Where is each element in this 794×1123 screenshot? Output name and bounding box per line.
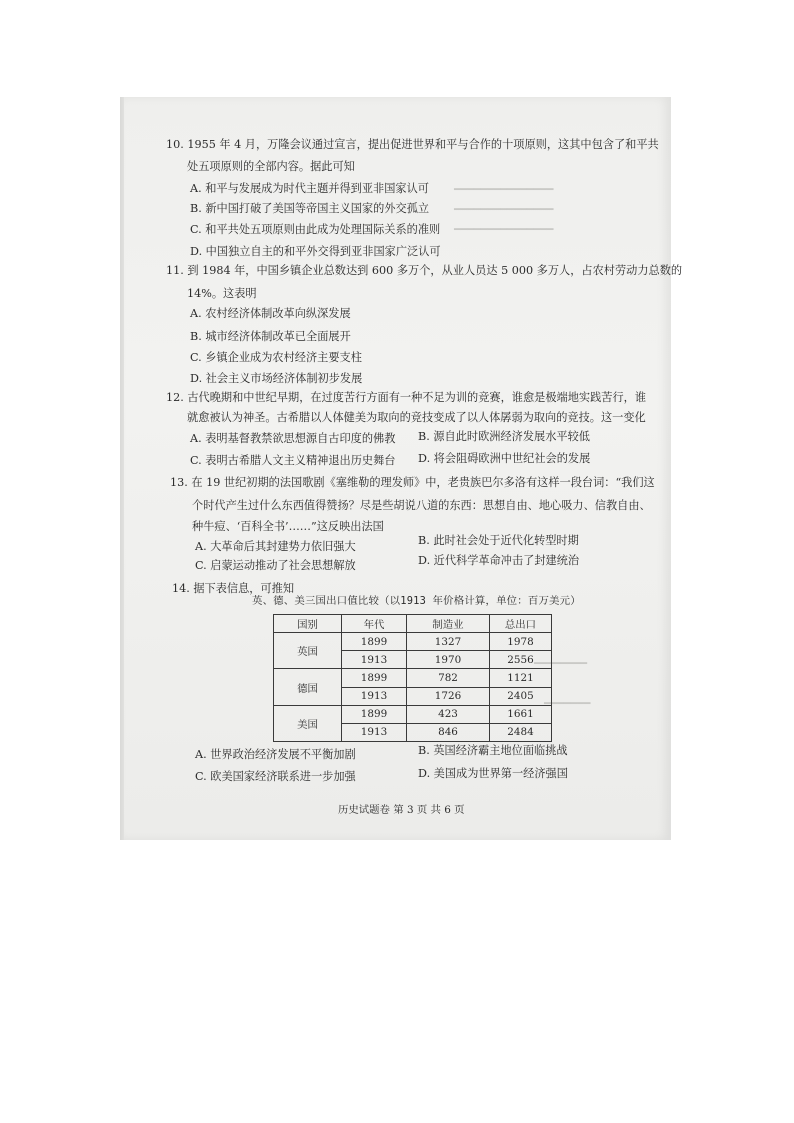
table-cell-manufacturing: 1726 [407,687,490,705]
table-cell-manufacturing: 1327 [407,633,490,651]
table-cell-manufacturing: 846 [407,723,490,741]
table-cell-total-export: 2484 [490,723,552,741]
table-row [274,633,552,651]
table-header-cell: 制造业 [407,615,490,633]
question-12-option-b: B. 源自此时欧洲经济发展水平较低 [418,430,590,443]
question-11-option-a: A. 农村经济体制改革向纵深发展 [190,307,351,320]
table-cell-total-export: 1121 [490,669,552,687]
bleed-through-lines: ━━━━━━━━ [534,657,587,670]
table-header-cell: 年代 [342,615,407,633]
table-cell-total-export: 1661 [490,705,552,723]
question-14-option-d: D. 美国成为世界第一经济强国 [418,767,568,780]
table-row [274,669,552,687]
question-10-line-1: 10. 1955 年 4 月，万隆会议通过宣言，提出促进世界和平与合作的十项原则，这其中包含了和平共 [166,138,659,151]
question-14-stem: 14. 据下表信息，可推知 [172,582,295,595]
question-10-option-a: A. 和平与发展成为时代主题并得到亚非国家认可 [190,182,429,195]
table-cell-country: 德国 [274,669,342,705]
question-11-line-1: 11. 到 1984 年，中国乡镇企业总数达到 600 多万个，从业人员达 5 000 多万人，占农村劳动力总数的 [166,264,683,277]
question-12-option-c: C. 表明古希腊人文主义精神退出历史舞台 [190,454,396,467]
table-cell-total-export: 2405 [490,687,552,705]
table-header-row [274,615,552,633]
export-comparison-table [273,614,552,742]
question-12-line-1: 12. 古代晚期和中世纪早期，在过度苦行方面有一种不足为训的竞赛，谁愈是极端地实践苦行，谁 [166,391,647,404]
bleed-through-lines: ━━━━━━━━━━━━━━━ [454,223,554,236]
question-13-line-3: 种牛痘、‘百科全书’……”这反映出法国 [192,520,384,533]
table-cell-total-export: 2556 [490,651,552,669]
question-13-option-a: A. 大革命后其封建势力依旧强大 [195,540,356,553]
table-cell-year: 1899 [342,669,407,687]
table-cell-year: 1913 [342,687,407,705]
table-caption: 英、德、美三国出口值比较（以1913 年价格计算，单位：百万美元） [252,595,581,607]
question-10-option-d: D. 中国独立自主的和平外交得到亚非国家广泛认可 [190,245,441,258]
bleed-through-lines: ━━━━━━━━━━━━━━━ [454,183,554,196]
question-13-option-b: B. 此时社会处于近代化转型时期 [418,534,579,547]
bleed-through-lines: ━━━━━━━━━━━━━━━ [454,203,554,216]
question-11-option-d: D. 社会主义市场经济体制初步发展 [190,372,363,385]
question-12-line-2: 就愈被认为神圣。古希腊以人体健美为取向的竞技变成了以人体孱弱为取向的竞技。这一变化 [187,411,646,424]
table-header-cell: 国别 [274,615,342,633]
question-10-option-c: C. 和平共处五项原则由此成为处理国际关系的准则 [190,223,441,236]
question-12-option-a: A. 表明基督教禁欲思想源自古印度的佛教 [190,432,396,445]
table-cell-year: 1899 [342,705,407,723]
page-footer: 历史试题卷 第 3 页 共 6 页 [338,804,465,816]
table-header-cell: 总出口 [490,615,552,633]
bleed-through-lines: ━━━━━━━ [544,697,591,710]
table-cell-manufacturing: 423 [407,705,490,723]
question-10-line-2: 处五项原则的全部内容。据此可知 [187,160,355,173]
question-10-option-b: B. 新中国打破了美国等帝国主义国家的外交孤立 [190,202,430,215]
question-14-option-c: C. 欧美国家经济联系进一步加强 [195,770,356,783]
question-14-option-b: B. 英国经济霸主地位面临挑战 [418,744,568,757]
question-13-line-2: 个时代产生过什么东西值得赞扬？尽是些胡说八道的东西：思想自由、地心吸力、信教自由、 [192,499,651,512]
question-12-option-d: D. 将会阻碍欧洲中世纪社会的发展 [418,452,591,465]
question-13-option-c: C. 启蒙运动推动了社会思想解放 [195,559,356,572]
table-cell-country: 美国 [274,705,342,741]
table-cell-manufacturing: 1970 [407,651,490,669]
question-14-option-a: A. 世界政治经济发展不平衡加剧 [195,748,356,761]
question-13-option-d: D. 近代科学革命冲击了封建统治 [418,554,580,567]
question-11-option-b: B. 城市经济体制改革已全面展开 [190,330,351,343]
table-cell-year: 1899 [342,633,407,651]
question-11-line-2: 14%。这表明 [187,287,257,300]
question-11-option-c: C. 乡镇企业成为农村经济主要支柱 [190,351,362,364]
table-row [274,705,552,723]
table-cell-manufacturing: 782 [407,669,490,687]
table-cell-country: 英国 [274,633,342,669]
table-cell-year: 1913 [342,723,407,741]
table-cell-year: 1913 [342,651,407,669]
question-13-line-1: 13. 在 19 世纪初期的法国歌剧《塞维勒的理发师》中，老贵族巴尔多洛有这样一段台词：“我们这 [170,476,655,489]
table-cell-total-export: 1978 [490,633,552,651]
